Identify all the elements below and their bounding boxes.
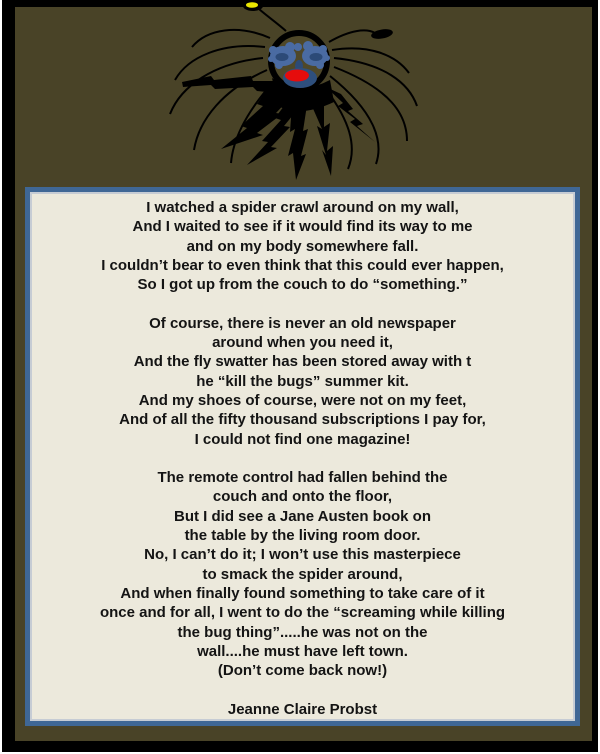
poem-line: around when you need it, [212,334,393,352]
poem-line: And my shoes of course, were not on my feet, [138,391,467,409]
poem-line: the table by the living room door. [184,527,421,545]
poem-line: So I got up from the couch to do “something.” [137,276,468,294]
poem-box-inner [30,192,575,721]
poem-line: But I did see a Jane Austen book on [174,507,431,525]
stanza [32,198,573,294]
poem-line: (Don’t come back now!) [217,662,388,680]
poem-stanzas [32,198,573,680]
poem-line: and on my body somewhere fall. [186,237,419,255]
stanza [32,468,573,680]
poem-line: The remote control had fallen behind the [157,469,448,487]
poem-line: No, I can’t do it; I won’t use this masterpiece [144,546,461,564]
poem-text [32,194,573,719]
poem-line: I watched a spider crawl around on my wall, [146,199,459,216]
poem-box [25,187,580,726]
poem-line: And when finally found something to take care of it [120,584,485,602]
poem-line: he “kill the bugs” summer kit. [196,372,409,390]
poem-line: And the fly swatter has been stored away with t [133,353,472,371]
poem-author: Jeanne Claire Probst [227,700,378,718]
poem-line: And I waited to see if it would find its way to me [132,218,473,236]
poem-line: I couldn’t bear to even think that this could ever happen, [101,256,504,274]
poem-line: I could not find one magazine! [194,430,411,448]
poem-line: couch and onto the floor, [212,488,393,506]
poem-line: Of course, there is never an old newspaper [149,314,456,332]
poem-line: And of all the fifty thousand subscriptions I pay for, [119,411,486,429]
poem-line: once and for all, I went to do the “screaming while killing [99,604,506,622]
poem-line: the bug thing”.....he was not on the [177,623,428,641]
poem-line: wall....he must have left town. [197,642,408,660]
poem-line: to smack the spider around, [202,565,403,583]
stanza [32,314,573,449]
